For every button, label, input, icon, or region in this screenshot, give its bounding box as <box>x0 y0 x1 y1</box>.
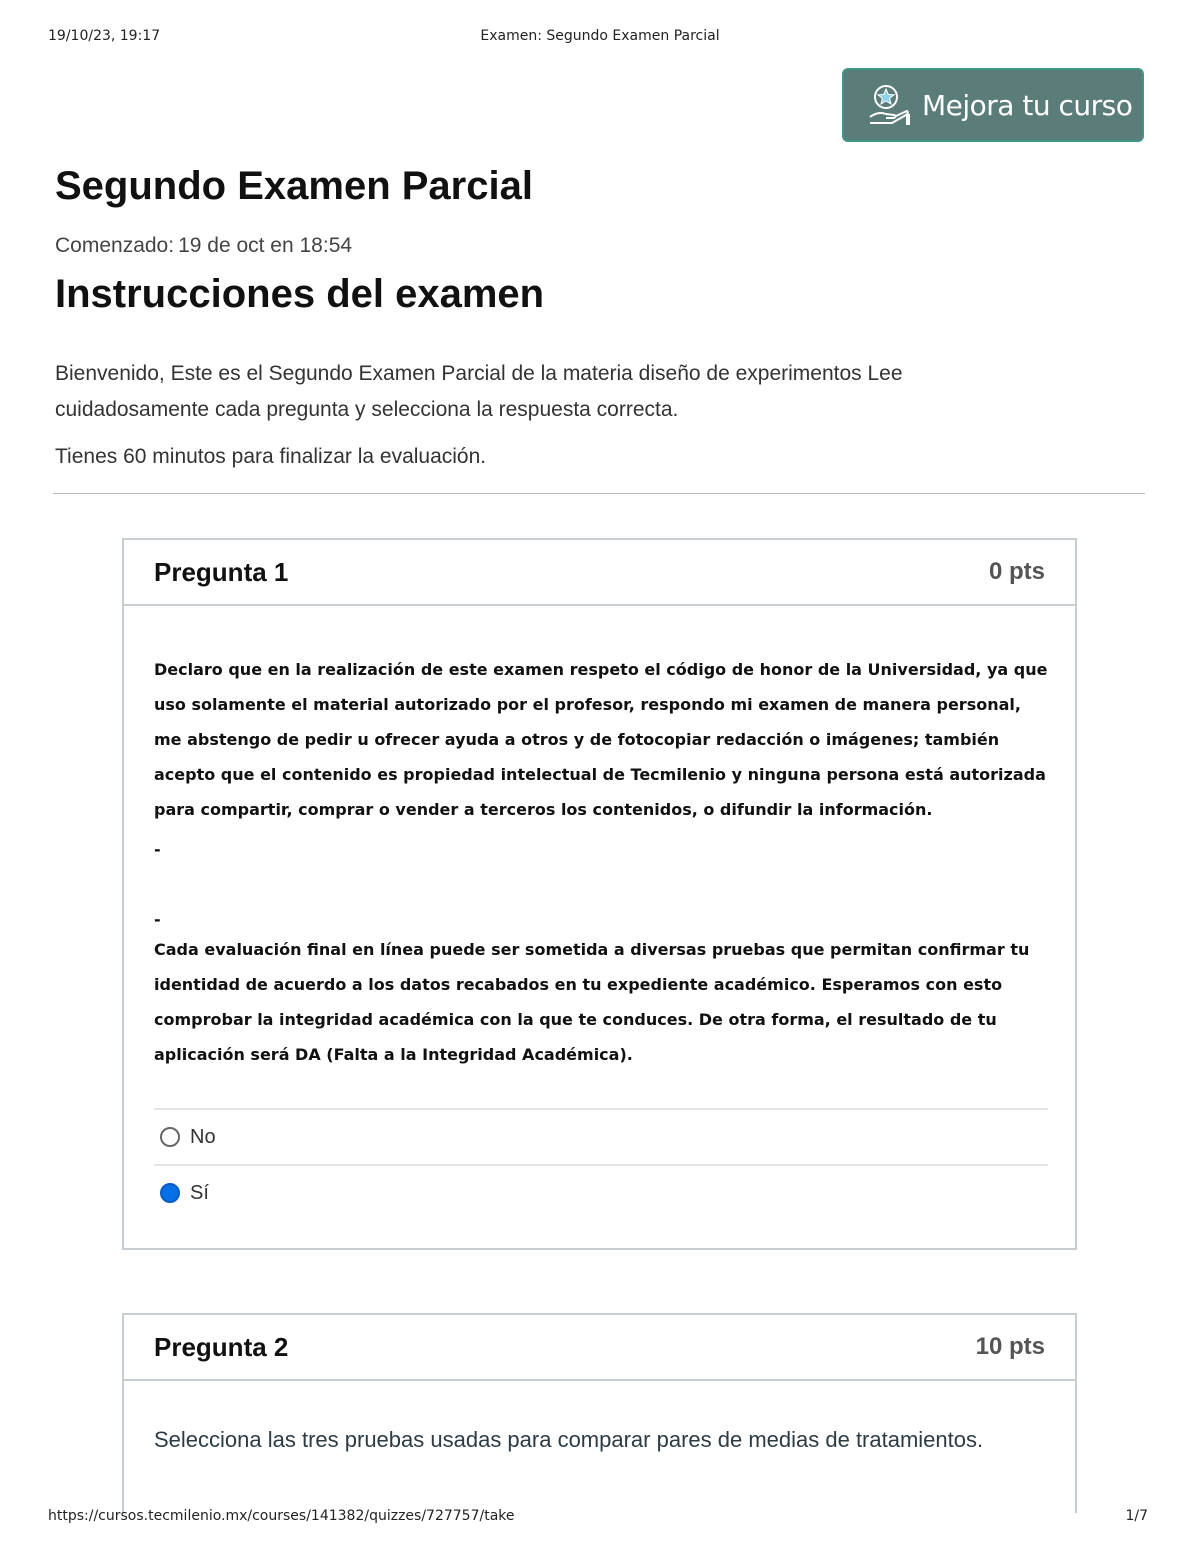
question-title: Pregunta 1 <box>154 556 289 587</box>
integrity-notice: Cada evaluación final en línea puede ser sometida a diversas pruebas que permitan confirmar tu identidad de acuerdo a los datos recabados en tu expediente académico. Esperamos con esto comprobar la integridad académica con la que te conduces. De otra forma, el resultado de tu aplicación será DA (Falta a la Integridad Académica). <box>154 940 1030 1064</box>
answer-list <box>154 1108 1048 1220</box>
started-info <box>55 234 352 258</box>
improve-course-label: Mejora tu curso <box>922 88 1133 122</box>
question-card <box>122 538 1077 1250</box>
question-card <box>122 1313 1077 1513</box>
print-title: Examen: Segundo Examen Parcial <box>480 28 720 44</box>
answer-label: No <box>190 1125 216 1148</box>
started-label: Comenzado: <box>55 234 175 257</box>
answer-option-no[interactable] <box>154 1108 1048 1164</box>
print-header <box>0 28 1200 48</box>
radio-checked-icon[interactable] <box>160 1183 180 1203</box>
improve-course-button[interactable] <box>842 68 1144 142</box>
instructions-text: Bienvenido, Este es el Segundo Examen Parcial de la materia diseño de experimentos Lee cuidadosamente cada pregunta y selecciona la respuesta correcta. <box>55 362 903 421</box>
print-page-number: 1/7 <box>1125 1508 1148 1524</box>
question-text: Selecciona las tres pruebas usadas para comparar pares de medias de tratamientos. <box>154 1427 984 1452</box>
question-header <box>124 540 1075 606</box>
divider <box>53 493 1145 494</box>
separator-dash: - <box>154 910 161 929</box>
question-points: 0 pts <box>988 558 1045 585</box>
print-footer <box>0 1508 1200 1528</box>
separator-dash: - <box>154 840 161 859</box>
question-points: 10 pts <box>975 1333 1045 1360</box>
question-title: Pregunta 2 <box>154 1331 289 1362</box>
started-value: 19 de oct en 18:54 <box>178 234 353 257</box>
answer-option-si[interactable] <box>154 1164 1048 1220</box>
instructions-heading: Instrucciones del examen <box>55 272 545 316</box>
answer-label: Sí <box>190 1181 209 1204</box>
radio-unchecked-icon[interactable] <box>160 1127 180 1147</box>
print-url: https://cursos.tecmilenio.mx/courses/141382/quizzes/727757/take <box>48 1508 515 1524</box>
print-datetime: 19/10/23, 19:17 <box>48 28 161 44</box>
honor-code-declaration: Declaro que en la realización de este examen respeto el código de honor de la Universidad, ya que uso solamente el material autorizado por el profesor, respondo mi examen de manera personal, me abstengo de pedir u ofrecer ayuda a otros y de fotocopiar redacción o imágenes; también acepto que el contenido es propiedad intelectual de Tecmilenio y ninguna persona está autorizada para compartir, comprar o vender a terceros los contenidos, o difundir la información. <box>154 660 1048 819</box>
question-header <box>124 1315 1075 1381</box>
star-hand-icon <box>866 81 914 129</box>
time-limit-text: Tienes 60 minutos para finalizar la evaluación. <box>55 445 487 468</box>
page-title: Segundo Examen Parcial <box>55 164 533 208</box>
